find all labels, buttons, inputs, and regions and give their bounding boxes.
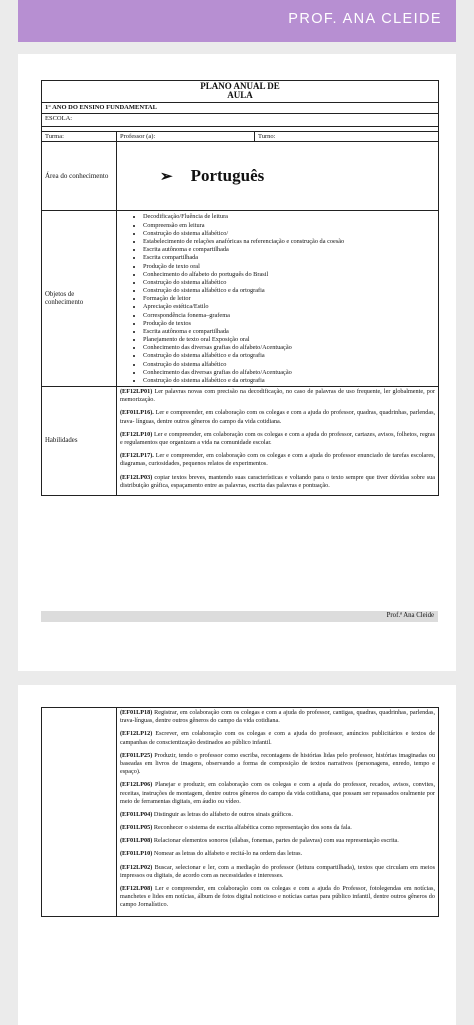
list-item: • Produção de texto oral: [143, 263, 435, 271]
list-item: • Escrita autônoma e compartilhada: [143, 328, 435, 336]
habilidade-code: (EF12LP12): [120, 730, 153, 738]
habilidade-text: Ler palavras novas com precisão na decodificação, no caso de palavras de uso frequente, ler globalmente, por memorização.: [120, 388, 436, 404]
habilidade-code: (EF01LP25): [120, 751, 153, 759]
label-cell-empty: [42, 708, 117, 917]
habilidade-item: [120, 431, 435, 447]
habilidade-code: (EF12LP03): [120, 473, 153, 481]
habilidade-text: Ler e compreender, em colaboração com os colegas e com a ajuda do Professor, fotolegendas em notícias, manchetes e lides em notícias, álbum de fotos digital noticioso e notícias cartas para público infantil, dentre outros gêneros do campo Jornalístico.: [120, 885, 435, 909]
list-item: • Construção do sistema alfabético: [143, 361, 435, 369]
list-item: • Decodificação/Fluência de leitura: [143, 213, 435, 221]
objetos-cell: [117, 211, 439, 387]
list-item: • Produção de textos: [143, 320, 435, 328]
list-item: • Apreciação estética/Estilo: [143, 303, 435, 311]
document-page-1: [18, 54, 456, 671]
list-item: • Formação de leitor: [143, 295, 435, 303]
habilidade-item: [120, 885, 435, 910]
habilidade-code: (EF01LP16).: [120, 409, 154, 417]
habilidade-code: (EF12LP10): [120, 430, 153, 438]
habilidade-item: [120, 388, 435, 404]
habilidade-text: Nomear as letras do alfabeto e recitá-lo na ordem das letras.: [152, 850, 303, 858]
list-item: • Construção do sistema alfabético: [143, 279, 435, 287]
arrow-bullet-icon: ➢: [160, 169, 173, 186]
habilidade-code: (EF01LP08): [120, 837, 153, 845]
habilidade-text: Ler e compreender, em colaboração com os colegas e com a ajuda do professor enunciado de tarefas escolares, diagramas, curiosidades, pequenos relatos de experimentos.: [120, 452, 436, 468]
habilidade-item: [120, 811, 435, 819]
list-item: • Construção do sistema alfabético e da ortografia: [143, 287, 435, 295]
habilidade-text: Ler e compreender, em colaboração com os colegas e com a ajuda do professor, quadras, quadrinhas, parlendas, trava- línguas, dentre outros gêneros do campo da vida cotidiana.: [120, 409, 436, 425]
title-line-2: AULA: [227, 90, 253, 101]
list-item: • Correspondência fonema–grafema: [143, 312, 435, 320]
habilidade-text: Relacionar elementos sonoros (sílabas, fonemas, partes de palavras) com sua representação escrita.: [152, 837, 399, 845]
habilidade-code: (EF12LP06): [120, 781, 153, 789]
area-label: Área do conhecimento: [42, 142, 117, 211]
subject-name: Português: [190, 166, 265, 186]
habilidade-code: (EF01LP05): [120, 824, 153, 832]
habilidade-code: (EF12LP02): [120, 863, 153, 871]
habilidade-item: [120, 837, 435, 845]
list-item: • Construção do sistema alfabético e da ortografia: [143, 377, 435, 385]
escola-field: ESCOLA:: [42, 113, 439, 126]
list-item: • Conhecimento das diversas grafias do alfabeto/Acentuação: [143, 344, 435, 352]
habilidade-item: [120, 409, 435, 425]
habilidade-text: Ler e compreender, em colaboração com os colegas e com a ajuda do professor, cartazes, avisos, folhetos, regras e regulamentos que organizam a vida na comunidade escolar.: [120, 430, 436, 447]
professor-field: Professor (a):: [117, 131, 255, 142]
list-item: • Escrita autônoma e compartilhada: [143, 246, 435, 254]
subject-cell: [117, 142, 439, 211]
habilidade-item: [120, 730, 435, 746]
list-item: • Escrita compartilhada: [143, 254, 435, 262]
grade-label: 1° ANO DO ENSINO FUNDAMENTAL: [42, 102, 439, 113]
habilidade-code: (EF12LP17).: [120, 452, 154, 460]
habilidade-text: Planejar e produzir, em colaboração com os colegas e com a ajuda do professor, recados, avisos, convites, receitas, instruções de montagem, dentre outros gêneros do campo da vida cotidiana, que possam ser repassados oralmente por meio de ferramentas digitais, em áudio ou vídeo.: [120, 781, 435, 805]
habilidade-item: [120, 752, 435, 777]
habilidade-text: Produzir, tendo o professor como escriba, recontagens de histórias lidas pelo professor, histórias imaginadas ou baseadas em livros de imagens, observando a forma de composição de textos narrativos (personagens, enredo, tempo e espaço).: [120, 751, 435, 776]
habilidade-item: [120, 474, 435, 490]
habilidade-code: (EF01LP10): [120, 850, 153, 858]
habilidades-cell: [117, 387, 439, 496]
turma-field: Turma:: [42, 131, 117, 142]
objetos-list: [120, 213, 435, 385]
habilidade-code: (EF12LP08): [120, 885, 153, 892]
list-item: • Conhecimento do alfabeto do português do Brasil: [143, 271, 435, 279]
habilidade-text: Escrever, em colaboração com os colegas e com a ajuda do professor, anúncios publicitários e textos de campanhas de conscientização destinados ao público infantil.: [120, 730, 435, 746]
objetos-label: Objetos de conhecimento: [42, 211, 117, 387]
habilidade-code: (EF01LP18): [120, 709, 153, 716]
habilidade-item: [120, 850, 435, 858]
habilidade-text: Distinguir as letras do alfabeto de outros sinais gráficos.: [152, 810, 293, 818]
header-bar: [18, 0, 456, 42]
habilidade-text: copiar textos breves, mantendo suas características e voltando para o texto sempre que tiver dúvidas sobre sua distribuição gráfica, espaçamento entre as palavras, escrita das palavras e pontuação.: [120, 473, 436, 489]
habilidade-item: [120, 709, 435, 725]
list-item: • Planejamento de texto oral Exposição oral: [143, 336, 435, 344]
list-item: • Estabelecimento de relações anafóricas na referenciação e construção da coesão: [143, 238, 435, 246]
plan-table-continued: [41, 707, 439, 917]
habilidade-text: Reconhecer o sistema de escrita alfabética como representação dos sons da fala.: [152, 824, 352, 832]
habilidade-item: [120, 781, 435, 806]
habilidades-label: Habilidades: [42, 387, 117, 496]
document-page-2: [18, 685, 456, 1025]
list-item: • Construção do sistema alfabético e da ortografia: [143, 352, 435, 360]
habilidade-item: [120, 824, 435, 832]
habilidades-cell-continued: [117, 708, 439, 917]
page-footer: [41, 611, 438, 622]
footer-author: Prof.ª Ana Cleide: [386, 612, 434, 619]
subject-heading: [120, 166, 435, 186]
list-item: • Construção do sistema alfabético/: [143, 230, 435, 238]
habilidade-code: (EF12LP01): [120, 388, 153, 396]
title-line-1: PLANO ANUAL DE: [200, 81, 280, 91]
habilidade-item: [120, 864, 435, 880]
habilidade-text: Buscar, selecionar e ler, com a mediação do professor (leitura compartilhada), textos que circulam em meios impressos ou digitais, de acordo com as necessidades e interesses.: [120, 863, 435, 879]
habilidade-code: (EF01LP04): [120, 810, 153, 818]
habilidade-item: [120, 452, 435, 468]
plan-title: [42, 81, 439, 103]
list-item: • Compreensão em leitura: [143, 222, 435, 230]
turno-field: Turno:: [255, 131, 439, 142]
brand-title: PROF. ANA CLEIDE: [288, 11, 442, 27]
plan-table: [41, 80, 439, 496]
habilidade-text: Registrar, em colaboração com os colegas e com a ajuda do professor, cantigas, quadras, quadrinhas, parlendas, trava-línguas, dentre outros gêneros do campo da vida cotidiana.: [120, 709, 435, 725]
list-item: • Conhecimento das diversas grafias do alfabeto/Acentuação: [143, 369, 435, 377]
